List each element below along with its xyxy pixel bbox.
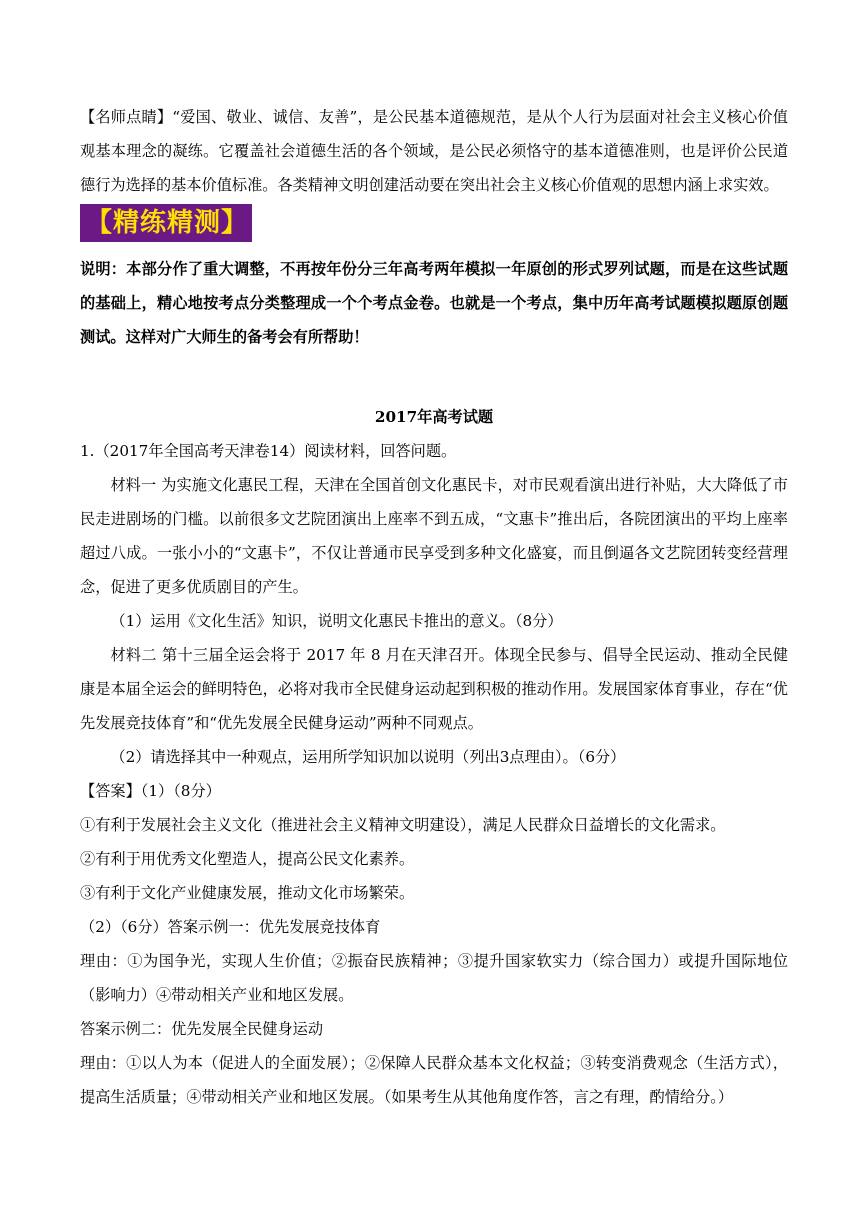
banner-row bbox=[80, 204, 788, 250]
material-two: 材料二 第十三届全运会将于 2017 年 8 月在天津召开。体现全民参与、倡导全民运动、推动全民健康是本届全运会的鲜明特色，必将对我市全民健身运动起到积极的推动作用。发展国家体育事业，存在“优先发展竞技体育”和“优先发展全民健身运动”两种不同观点。 bbox=[80, 646, 788, 732]
practice-banner bbox=[80, 204, 252, 242]
answer-example-two: 答案示例二：优先发展全民健身运动 bbox=[80, 1020, 323, 1038]
section-title: 2017年高考试题 bbox=[374, 408, 494, 426]
section-note: 说明：本部分作了重大调整，不再按年份分三年高考两年模拟一年原创的形式罗列试题，而是在这些试题的基础上，精心地按考点分类整理成一个个考点金卷。也就是一个考点，集中历年高考试题模拟题原创题测试。这样对广大师生的备考会有所帮助！ bbox=[80, 260, 788, 346]
document-page bbox=[80, 100, 788, 1114]
teacher-tip-paragraph: 【名师点睛】“爱国、敬业、诚信、友善”，是公民基本道德规范，是从个人行为层面对社会主义核心价值观基本理念的凝练。它覆盖社会道德生活的各个领域，是公民必须恪守的基本道德准则，也是评价公民道德行为选择的基本价值标准。各类精神文明创建活动要在突出社会主义核心价值观的思想内涵上求实效。 bbox=[80, 108, 788, 194]
answer-reason-two: 理由：①以人为本（促进人的全面发展）；②保障人民群众基本文化权益；③转变消费观念（生活方式），提高生活质量；④带动相关产业和地区发展。（如果考生从其他角度作答，言之有理，酌情给分。） bbox=[80, 1054, 788, 1106]
banner-label: 【精练精测】 bbox=[86, 208, 249, 238]
question-part-two: （2）请选择其中一种观点，运用所学知识加以说明（列出3点理由）。（6分） bbox=[110, 748, 626, 766]
material-one: 材料一 为实施文化惠民工程，天津在全国首创文化惠民卡，对市民观看演出进行补贴，大大降低了市民走进剧场的门槛。以前很多文艺院团演出上座率不到五成，“文惠卡”推出后，各院团演出的平均上座率超过八成。一张小小的“文惠卡”，不仅让普通市民享受到多种文化盛宴，而且倒逼各文艺院团转变经营理念，促进了更多优质剧目的产生。 bbox=[80, 476, 788, 596]
question-part-one: （1）运用《文化生活》知识，说明文化惠民卡推出的意义。（8分） bbox=[110, 612, 563, 630]
answer-header: 【答案】（1）（8分） bbox=[80, 782, 221, 800]
answer-item-1: ①有利于发展社会主义文化（推进社会主义精神文明建设），满足人民群众日益增长的文化需求。 bbox=[80, 816, 726, 834]
answer-item-2: ②有利于用优秀文化塑造人，提高公民文化素养。 bbox=[80, 850, 415, 868]
answer-part-two: （2）（6分）答案示例一：优先发展竞技体育 bbox=[80, 918, 381, 936]
answer-reason-one: 理由：①为国争光，实现人生价值；②振奋民族精神；③提升国家软实力（综合国力）或提升国际地位（影响力）④带动相关产业和地区发展。 bbox=[80, 952, 788, 1004]
question-header: 1.（2017年全国高考天津卷14）阅读材料，回答问题。 bbox=[80, 442, 457, 460]
answer-item-3: ③有利于文化产业健康发展，推动文化市场繁荣。 bbox=[80, 884, 415, 902]
